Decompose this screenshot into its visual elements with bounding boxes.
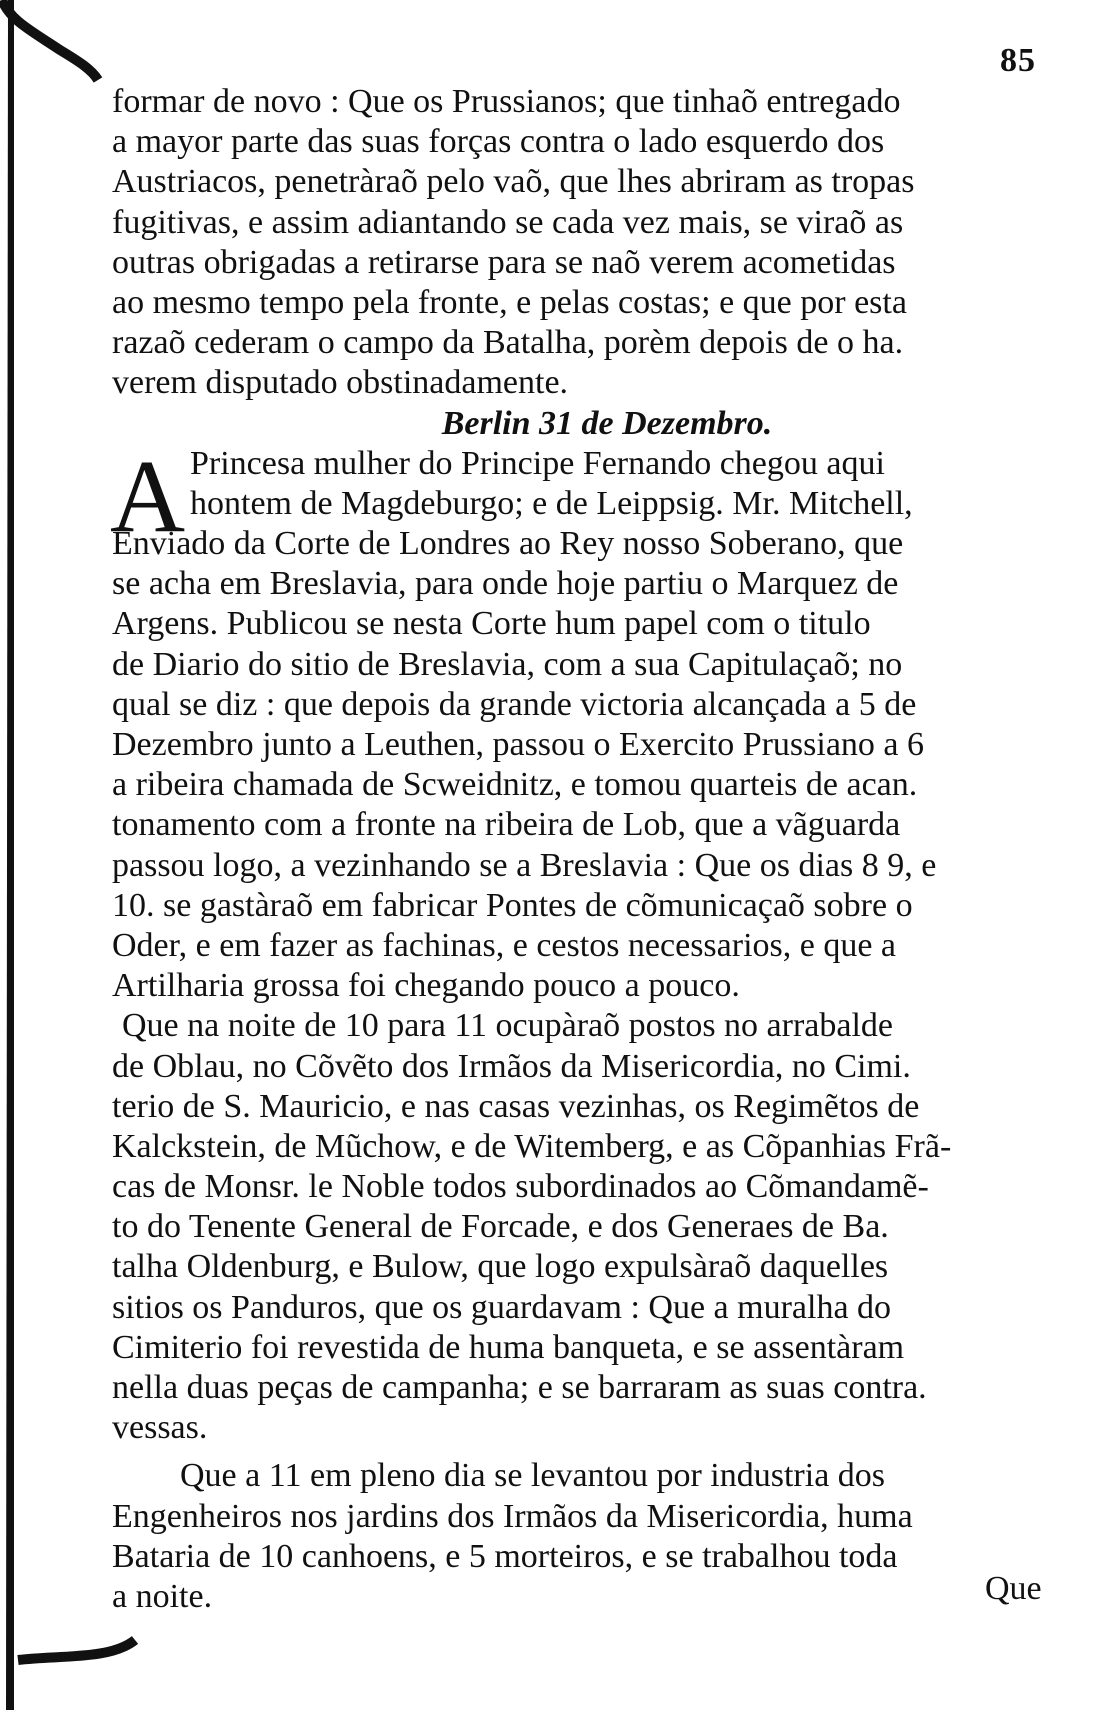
text-line: hontem de Magdeburgo; e de Leippsig. Mr. Mitchell, [190,484,913,522]
text-line: to do Tenente General de Forcade, e dos Generaes de Ba. [112,1208,889,1246]
text-line: verem disputado obstinadamente. [112,364,569,402]
text-line: a noite. [112,1577,213,1615]
text-line: Engenheiros nos jardins dos Irmãos da Misericordia, huma [112,1497,913,1535]
text-line: Argens. Publicou se nesta Corte hum papel com o titulo [112,605,871,643]
text-line: Kalckstein, de Mũchow, e de Witemberg, e as Cõpanhias Frã- [112,1127,952,1165]
text-line: qual se diz : que depois da grande victoria alcançada a 5 de [112,685,917,723]
text-line: terio de S. Mauricio, e nas casas vezinhas, os Regimẽtos de [112,1087,920,1125]
text-line: a mayor parte das suas forças contra o lado esquerdo dos [112,123,885,161]
text-line: Austriacos, penetràraõ pelo vaõ, que lhes abriram as tropas [112,163,915,201]
text-line: talha Oldenburg, e Bulow, que logo expulsàraõ daquelles [112,1248,889,1286]
text-line: 10. se gastàraõ em fabricar Pontes de cõmunicaçaõ sobre o [112,886,913,924]
body-text [112,82,1062,1617]
text-line: se acha em Breslavia, para onde hoje partiu o Marquez de [112,565,899,603]
text-line: sitios os Panduros, que os guardavam : Que a muralha do [112,1288,892,1326]
text-line: razaõ cederam o campo da Batalha, porèm depois de o ha. [112,324,904,362]
text-line: de Diario do sitio de Breslavia, com a sua Capitulaçaõ; no [112,645,903,683]
text-line: Dezembro junto a Leuthen, passou o Exercito Prussiano a 6 [112,726,925,763]
text-line: Que a 11 em pleno dia se levantou por industria dos [180,1457,886,1495]
text-line: Oder, e em fazer as fachinas, e cestos necessarios, e que a [112,926,897,964]
text-line: ao mesmo tempo pela fronte, e pelas costas; e que por esta [112,283,907,321]
text-line: nella duas peças de campanha; e se barraram as suas contra. [112,1369,927,1406]
text-line: Bataria de 10 canhoens, e 5 morteiros, e se trabalhou toda [112,1537,898,1575]
text-line: passou logo, a vezinhando se a Breslavia : Que os dias 8 9, e [112,846,937,884]
dateline: Berlin 31 de Dezembro. [441,404,773,442]
drop-cap: A [110,439,186,554]
text-line: fugitivas, e assim adiantando se cada vez mais, se viraõ as [112,203,904,241]
text-line: tonamento com a fronte na ribeira de Lob, que a vãguarda [112,806,901,844]
text-line: Princesa mulher do Principe Fernando chegou aqui [190,444,885,482]
text-line: a ribeira chamada de Scweidnitz, e tomou quarteis de acan. [112,766,918,804]
text-line: outras obrigadas a retirarse para se naõ verem acometidas [112,243,896,281]
text-line: de Oblau, no Cõvẽto dos Irmãos da Misericordia, no Cimi. [112,1047,911,1085]
text-line: Que na noite de 10 para 11 ocupàraõ postos no arrabalde [122,1007,894,1045]
text-line: formar de novo : Que os Prussianos; que tinhaõ entregado [112,83,901,120]
catchword: Que [985,1570,1042,1607]
text-line: Artilharia grossa foi chegando pouco a pouco. [112,967,740,1005]
text-line: vessas. [112,1409,208,1447]
page-number: 85 [1000,42,1036,79]
text-line: Enviado da Corte de Londres ao Rey nosso Soberano, que [112,525,904,563]
text-line: cas de Monsr. le Noble todos subordinados ao Cõmandamẽ- [112,1168,929,1206]
text-line: Cimiterio foi revestida de huma banqueta, e se assentàram [112,1328,905,1366]
